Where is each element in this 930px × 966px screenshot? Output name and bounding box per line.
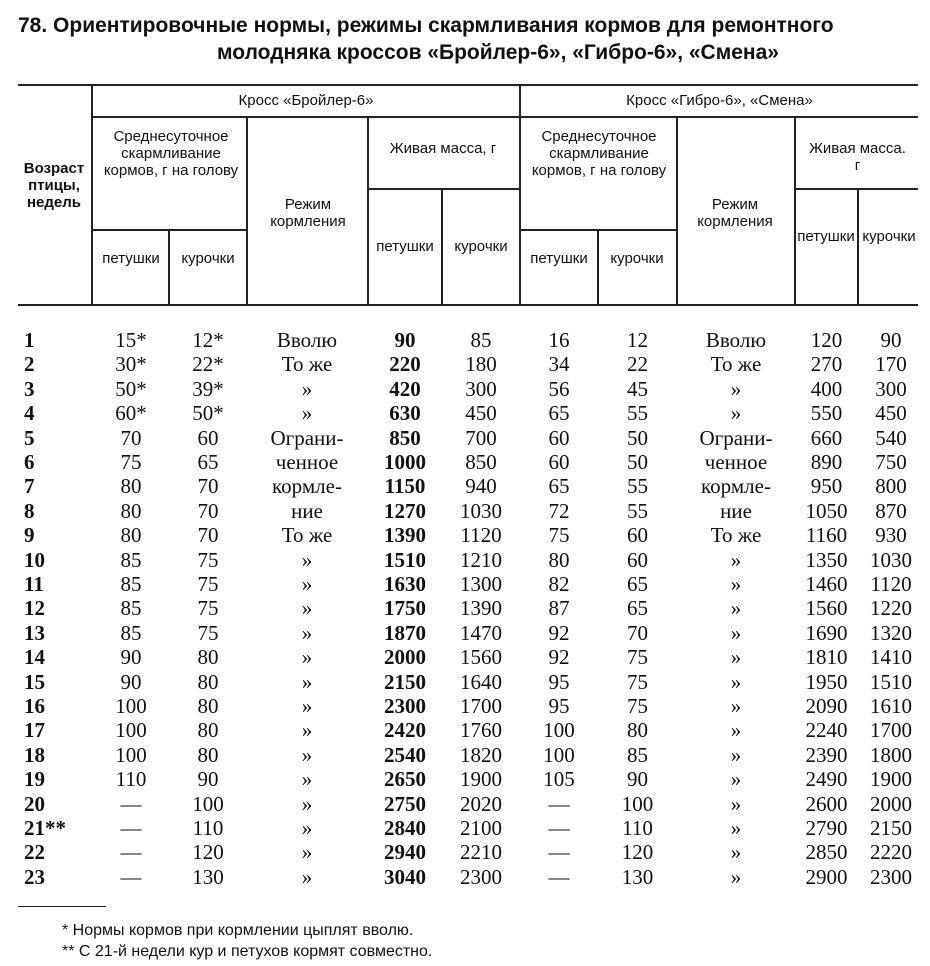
cell-g-f-f: 65 — [627, 596, 648, 621]
cell-b-mode: » — [301, 864, 313, 889]
cell-b-mode: » — [301, 791, 313, 816]
cell-b-f-m: 100 — [115, 694, 147, 718]
cell-g-w-m: 120 — [810, 328, 843, 352]
cell-g-f-m: 56 — [548, 376, 570, 401]
cell-g-w-f: 800 — [875, 474, 907, 499]
mass2-header: Живая масса. г — [809, 140, 906, 174]
cell-b-w-f: 2100 — [460, 816, 502, 840]
cell-g-f-f: 130 — [621, 864, 654, 889]
cell-b-mode: То же — [281, 352, 333, 377]
cell-g-f-m: — — [548, 840, 570, 865]
cell-age: 17 — [24, 718, 45, 743]
mass1-col-rule — [441, 188, 443, 304]
cell-b-mode: кормле- — [272, 474, 342, 499]
cell-g-f-f: 45 — [627, 376, 648, 401]
cell-g-w-m: 1810 — [805, 645, 848, 670]
cell-g-f-f: 55 — [627, 474, 648, 499]
cell-b-mode: » — [301, 694, 313, 718]
cell-g-w-f: 1800 — [870, 742, 912, 767]
cell-age: 19 — [24, 767, 45, 792]
cell-b-f-f: 120 — [192, 840, 224, 865]
cell-b-w-m: 2300 — [384, 694, 426, 718]
cell-b-mode: » — [301, 742, 313, 767]
cell-g-w-m: 2850 — [805, 840, 848, 865]
header-top-rule — [18, 84, 918, 86]
cell-b-w-m: 2840 — [384, 816, 426, 840]
cell-g-f-f: 110 — [622, 816, 653, 840]
cell-g-f-m: 65 — [548, 401, 570, 426]
hen-header-feed1: курочки — [181, 250, 235, 267]
cock-header-feed2: петушки — [530, 250, 588, 267]
cell-g-f-f: 12 — [627, 328, 648, 352]
cell-g-f-m: 95 — [548, 694, 570, 718]
cell-b-w-m: 1510 — [384, 547, 426, 572]
cell-g-mode: » — [730, 742, 742, 767]
cell-g-w-m: 1350 — [805, 547, 848, 572]
cell-b-f-f: 75 — [197, 596, 219, 621]
cell-g-w-f: 2300 — [870, 864, 912, 889]
cell-g-w-m: 2240 — [805, 718, 848, 743]
cross-divider-rule — [519, 84, 521, 304]
cell-g-w-f: 1510 — [870, 669, 912, 694]
cell-b-f-m: 85 — [120, 572, 142, 596]
cell-g-mode: » — [730, 864, 742, 889]
cell-g-f-f: 80 — [627, 718, 648, 743]
cell-b-mode: » — [301, 596, 313, 621]
cell-g-w-f: 1610 — [870, 694, 912, 718]
cell-b-w-m: 1750 — [384, 596, 426, 621]
cell-b-f-m: 90 — [120, 669, 142, 694]
cell-age: 15 — [24, 669, 45, 694]
cell-b-f-m: 75 — [120, 450, 142, 474]
cell-g-mode: » — [730, 840, 742, 865]
cell-b-w-f: 2300 — [460, 864, 502, 889]
cell-b-w-m: 2940 — [384, 840, 426, 865]
cell-g-f-m: 95 — [548, 669, 570, 694]
cell-g-f-f: 90 — [627, 767, 648, 792]
cell-b-w-m: 220 — [389, 352, 421, 377]
cell-g-w-m: 1560 — [805, 596, 848, 621]
cell-b-mode: » — [301, 816, 313, 840]
cell-b-f-f: 12* — [192, 328, 224, 352]
cell-b-w-m: 1270 — [384, 498, 426, 523]
cock-header-mass2: петушки — [797, 228, 855, 245]
cell-g-f-f: 22 — [627, 352, 648, 377]
cell-g-f-f: 70 — [627, 620, 648, 645]
cell-g-f-f: 75 — [627, 645, 648, 670]
cell-g-f-m: — — [548, 864, 570, 889]
cell-b-mode: ченное — [275, 450, 339, 474]
mass1-header: Живая масса, г — [389, 140, 497, 157]
mode2-left-rule — [676, 116, 678, 304]
cell-b-mode: » — [301, 572, 313, 596]
hen-header-feed2: курочки — [610, 250, 664, 267]
cell-b-w-f: 1700 — [460, 694, 502, 718]
title-line-1: 78. Ориентировочные нормы, режимы скармливания кормов для ремонтного — [18, 14, 834, 37]
cell-b-f-m: 80 — [120, 523, 142, 548]
cell-g-w-m: 950 — [810, 474, 843, 499]
mode1-left-rule — [246, 116, 248, 304]
cell-b-w-f: 1300 — [460, 572, 502, 596]
cell-g-mode: кормле- — [701, 474, 771, 499]
cell-g-w-m: 550 — [810, 401, 843, 426]
cell-b-f-f: 22* — [192, 352, 224, 377]
cell-b-f-m: — — [120, 864, 142, 889]
cell-age: 9 — [24, 523, 35, 548]
cell-g-f-f: 50 — [627, 450, 648, 474]
cell-b-w-f: 1760 — [460, 718, 502, 743]
cell-g-f-f: 65 — [627, 572, 648, 596]
cell-g-w-f: 870 — [875, 498, 907, 523]
cell-age: 4 — [24, 401, 35, 426]
cell-b-w-m: 2750 — [384, 791, 426, 816]
mode1-header: Режим кормления — [270, 196, 346, 230]
cell-b-w-f: 2020 — [460, 791, 502, 816]
cell-age: 6 — [24, 450, 35, 474]
cell-b-w-m: 90 — [394, 328, 416, 352]
cell-b-f-f: 130 — [192, 864, 224, 889]
cell-g-w-f: 450 — [875, 401, 907, 426]
cell-b-f-m: — — [120, 816, 142, 840]
cell-age: 12 — [24, 596, 45, 621]
cell-b-w-f: 700 — [465, 425, 497, 450]
age-col-rule — [91, 84, 93, 304]
feed2-col-rule — [597, 229, 599, 304]
cell-b-mode: » — [301, 376, 313, 401]
cell-g-mode: » — [730, 596, 742, 621]
cell-g-w-f: 1220 — [870, 596, 912, 621]
cell-b-w-f: 1640 — [460, 669, 502, 694]
cell-g-f-f: 60 — [627, 547, 648, 572]
cell-g-mode: » — [730, 620, 742, 645]
cell-g-w-m: 660 — [810, 425, 843, 450]
cell-g-w-f: 1320 — [870, 620, 912, 645]
cell-b-w-m: 1870 — [384, 620, 426, 645]
cell-b-w-m: 2150 — [384, 669, 426, 694]
cell-g-mode: » — [730, 376, 742, 401]
cell-age: 23 — [24, 864, 45, 889]
cell-g-w-m: 890 — [810, 450, 843, 474]
cell-b-w-m: 850 — [389, 425, 421, 450]
cell-b-mode: » — [301, 767, 313, 792]
cell-b-w-m: 2000 — [384, 645, 426, 670]
cell-g-w-m: 1690 — [805, 620, 848, 645]
cell-g-mode: ченное — [704, 450, 768, 474]
cell-age: 18 — [24, 742, 45, 767]
cell-g-f-m: 60 — [548, 425, 570, 450]
cell-b-f-m: 110 — [115, 767, 147, 792]
cell-b-f-m: 85 — [120, 547, 142, 572]
cell-b-f-f: 75 — [197, 620, 219, 645]
cell-b-f-f: 50* — [192, 401, 224, 426]
cell-b-w-f: 1900 — [460, 767, 502, 792]
cell-b-w-m: 1390 — [384, 523, 426, 548]
cell-g-w-m: 1160 — [805, 523, 848, 548]
cell-g-f-m: 100 — [543, 718, 575, 743]
cell-age: 14 — [24, 645, 45, 670]
cell-b-mode: » — [301, 645, 313, 670]
mode1-right-rule — [367, 116, 369, 304]
cell-b-w-f: 2210 — [460, 840, 502, 865]
cell-b-mode: То же — [281, 523, 333, 548]
cell-b-f-m: 50* — [115, 376, 147, 401]
feed1-header: Среднесуточное скармливание кормов, г на голову — [103, 128, 239, 179]
cell-b-f-f: 80 — [197, 669, 219, 694]
cell-g-mode: » — [730, 767, 742, 792]
cell-g-mode: » — [730, 816, 742, 840]
cell-b-f-m: — — [120, 840, 142, 865]
cell-b-mode: ние — [291, 498, 323, 523]
cell-b-w-f: 1210 — [460, 547, 502, 572]
cell-b-mode: Ограни- — [270, 425, 344, 450]
cell-g-f-m: 34 — [548, 352, 570, 377]
cell-g-f-f: 85 — [627, 742, 648, 767]
cell-age: 20 — [24, 791, 45, 816]
cell-b-w-f: 85 — [470, 328, 492, 352]
cell-g-mode: » — [730, 572, 742, 596]
cell-g-w-f: 2000 — [870, 791, 912, 816]
cell-b-w-f: 450 — [465, 401, 497, 426]
cell-age: 7 — [24, 474, 35, 499]
cell-b-f-f: 80 — [197, 694, 219, 718]
cell-g-f-f: 55 — [627, 498, 648, 523]
cell-g-w-m: 400 — [810, 376, 843, 401]
cell-b-w-f: 300 — [465, 376, 497, 401]
mass2-col-rule — [857, 188, 859, 304]
cell-b-mode: » — [301, 840, 313, 865]
cell-b-f-f: 90 — [197, 767, 219, 792]
mode2-right-rule — [794, 116, 796, 304]
cell-b-f-m: 60* — [115, 401, 147, 426]
cell-age: 8 — [24, 498, 35, 523]
cell-age: 2 — [24, 352, 35, 377]
cell-g-w-m: 1950 — [805, 669, 848, 694]
cell-b-f-f: 65 — [197, 450, 219, 474]
cell-g-f-m: 72 — [548, 498, 570, 523]
cell-g-f-f: 75 — [627, 694, 648, 718]
cell-g-mode: Вволю — [705, 328, 767, 352]
cell-g-w-f: 540 — [875, 425, 907, 450]
cell-g-w-m: 2900 — [805, 864, 848, 889]
cell-g-mode: » — [730, 694, 742, 718]
cell-g-w-f: 170 — [875, 352, 907, 377]
cell-g-f-f: 75 — [627, 669, 648, 694]
cell-b-w-f: 1120 — [460, 523, 502, 548]
cell-b-f-f: 39* — [192, 376, 224, 401]
cell-b-f-m: 100 — [115, 742, 147, 767]
cell-g-mode: » — [730, 645, 742, 670]
cell-b-f-m: 30* — [115, 352, 147, 377]
cell-age: 3 — [24, 376, 35, 401]
cell-b-f-f: 110 — [192, 816, 224, 840]
cell-g-f-m: 92 — [548, 645, 570, 670]
cell-b-f-f: 75 — [197, 547, 219, 572]
cell-b-mode: » — [301, 620, 313, 645]
cell-g-w-f: 1120 — [870, 572, 912, 596]
cell-g-f-m: 16 — [548, 328, 570, 352]
cell-b-w-m: 1000 — [384, 450, 426, 474]
cell-b-f-m: — — [120, 791, 142, 816]
cell-b-f-m: 80 — [120, 498, 142, 523]
cell-b-f-m: 85 — [120, 596, 142, 621]
cell-b-f-f: 70 — [197, 474, 219, 499]
cell-b-w-f: 1560 — [460, 645, 502, 670]
cell-b-w-f: 850 — [465, 450, 497, 474]
cell-g-mode: То же — [710, 523, 762, 548]
cell-b-w-m: 2540 — [384, 742, 426, 767]
table-title — [18, 12, 918, 66]
title-line-2: молодняка кроссов «Бройлер-6», «Гибро-6», «Смена» — [217, 41, 779, 64]
cell-g-mode: » — [730, 791, 742, 816]
cell-g-mode: То же — [710, 352, 762, 377]
cell-g-f-m: — — [548, 816, 570, 840]
cell-b-w-m: 2650 — [384, 767, 426, 792]
cell-b-f-f: 80 — [197, 742, 219, 767]
mode2-header: Режим кормления — [697, 196, 773, 230]
cell-g-w-f: 1030 — [870, 547, 912, 572]
cell-g-f-f: 50 — [627, 425, 648, 450]
cell-g-f-f: 100 — [621, 791, 654, 816]
cell-g-f-m: 92 — [548, 620, 570, 645]
cell-g-w-f: 300 — [875, 376, 907, 401]
cross1-header: Кросс «Бройлер-6» — [238, 92, 374, 109]
cell-g-w-f: 1410 — [870, 645, 912, 670]
cell-b-w-f: 1470 — [460, 620, 502, 645]
feed1-col-rule — [168, 229, 170, 304]
cell-b-f-f: 80 — [197, 645, 219, 670]
hen-header-mass1: курочки — [454, 238, 508, 255]
cell-b-w-m: 1150 — [384, 474, 426, 499]
cell-b-f-m: 85 — [120, 620, 142, 645]
cell-g-w-m: 2600 — [805, 791, 848, 816]
feed2-header: Среднесуточное скармливание кормов, г на голову — [531, 128, 667, 179]
cell-b-w-f: 1390 — [460, 596, 502, 621]
cell-g-w-f: 750 — [875, 450, 907, 474]
cell-b-f-f: 100 — [192, 791, 224, 816]
cell-b-mode: » — [301, 669, 313, 694]
cell-g-mode: Ограни- — [699, 425, 773, 450]
cell-b-w-m: 420 — [389, 376, 421, 401]
cell-b-f-f: 60 — [197, 425, 219, 450]
cell-b-f-f: 80 — [197, 718, 219, 743]
cell-b-w-f: 940 — [465, 474, 497, 499]
cell-b-w-f: 1820 — [460, 742, 502, 767]
cell-g-w-f: 1700 — [870, 718, 912, 743]
cell-b-w-m: 630 — [389, 401, 421, 426]
cell-b-f-m: 100 — [115, 718, 147, 743]
header-bottom-rule — [18, 304, 918, 306]
cell-g-w-m: 2390 — [805, 742, 848, 767]
footnote-2: ** С 21-й недели кур и петухов кормят совместно. — [62, 943, 433, 960]
cell-age: 5 — [24, 425, 35, 450]
cell-b-f-m: 80 — [120, 474, 142, 499]
cell-g-mode: » — [730, 718, 742, 743]
cell-g-w-f: 90 — [880, 328, 902, 352]
cell-g-f-m: 82 — [548, 572, 570, 596]
cock-header-mass1: петушки — [376, 238, 434, 255]
cell-b-w-f: 1030 — [460, 498, 502, 523]
cell-b-w-m: 1630 — [384, 572, 426, 596]
cell-g-w-f: 2150 — [870, 816, 912, 840]
cell-g-f-m: — — [548, 791, 570, 816]
cock-header-feed1: петушки — [102, 250, 160, 267]
age-header: Возраст птицы, недель — [23, 160, 85, 211]
cell-age: 1 — [24, 328, 35, 352]
mass-subrule-1 — [368, 188, 520, 190]
cell-g-w-f: 2220 — [870, 840, 912, 865]
cell-g-w-m: 2090 — [805, 694, 848, 718]
cross2-header: Кросс «Гибро-6», «Смена» — [626, 92, 813, 109]
cell-age: 13 — [24, 620, 45, 645]
cell-g-w-f: 1900 — [870, 767, 912, 792]
cell-b-w-m: 2420 — [384, 718, 426, 743]
cell-g-f-f: 120 — [621, 840, 654, 865]
footnote-rule — [18, 906, 106, 907]
cell-g-f-m: 100 — [543, 742, 575, 767]
cell-b-mode: » — [301, 547, 313, 572]
cell-b-f-f: 75 — [197, 572, 219, 596]
cell-g-w-m: 1050 — [805, 498, 848, 523]
cell-g-w-m: 270 — [810, 352, 843, 377]
cell-g-f-m: 65 — [548, 474, 570, 499]
cell-b-mode: » — [301, 401, 313, 426]
cell-g-mode: » — [730, 669, 742, 694]
cell-age: 16 — [24, 694, 45, 718]
cell-age: 11 — [24, 572, 44, 596]
cell-age: 22 — [24, 840, 45, 865]
cell-b-mode: » — [301, 718, 313, 743]
cell-g-w-f: 930 — [875, 523, 907, 548]
cell-g-f-m: 80 — [548, 547, 570, 572]
cell-g-f-f: 60 — [627, 523, 648, 548]
cell-b-w-f: 180 — [465, 352, 497, 377]
cell-b-f-f: 70 — [197, 523, 219, 548]
cell-b-f-f: 70 — [197, 498, 219, 523]
cell-g-mode: ние — [720, 498, 752, 523]
cell-age: 21** — [24, 816, 66, 840]
cell-b-w-m: 3040 — [384, 864, 426, 889]
cell-b-f-m: 90 — [120, 645, 142, 670]
cell-g-mode: » — [730, 401, 742, 426]
cell-g-f-m: 105 — [543, 767, 575, 792]
cell-age: 10 — [24, 547, 45, 572]
cell-b-f-m: 15* — [115, 328, 147, 352]
cell-b-f-m: 70 — [120, 425, 142, 450]
cell-g-f-m: 87 — [548, 596, 570, 621]
cell-g-f-f: 55 — [627, 401, 648, 426]
cell-g-f-m: 75 — [548, 523, 570, 548]
cell-b-mode: Вволю — [276, 328, 338, 352]
footnote-1: * Нормы кормов при кормлении цыплят вволю. — [62, 922, 414, 939]
cell-g-mode: » — [730, 547, 742, 572]
cell-g-w-m: 1460 — [805, 572, 848, 596]
cell-g-w-m: 2490 — [805, 767, 848, 792]
hen-header-mass2: курочки — [862, 228, 916, 245]
cell-g-f-m: 60 — [548, 450, 570, 474]
cell-g-w-m: 2790 — [805, 816, 848, 840]
